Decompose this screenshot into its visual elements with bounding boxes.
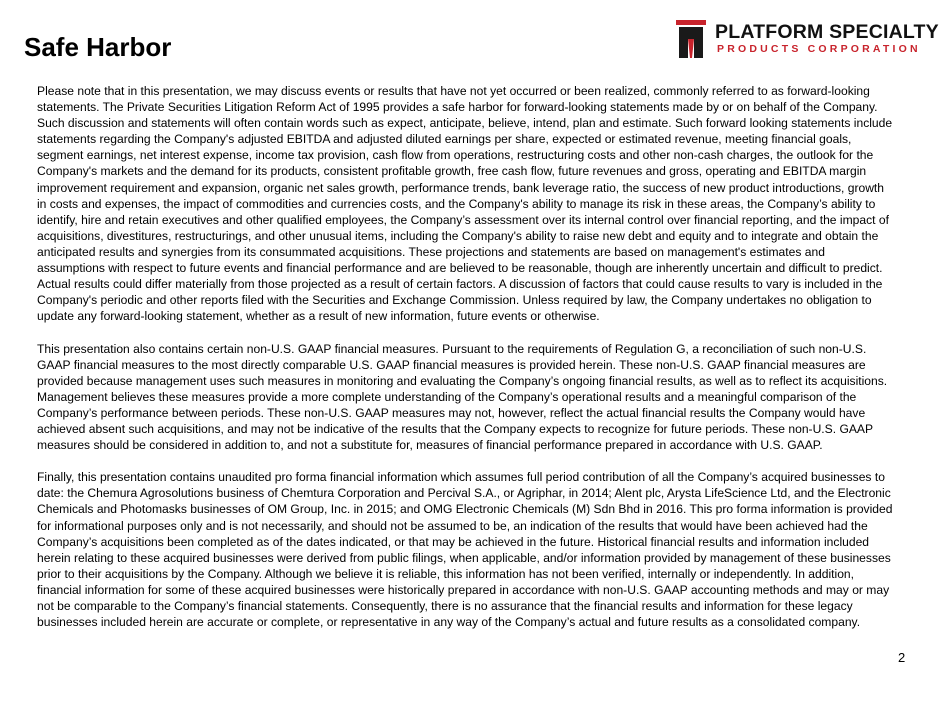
safe-harbor-body (37, 83, 896, 630)
page-title: Safe Harbor (24, 32, 172, 62)
logo-wordmark-line2: PRODUCTS CORPORATION (717, 43, 921, 55)
platform-logo-icon (676, 20, 706, 58)
paragraph-non-gaap: This presentation also contains certain non-U.S. GAAP financial measures. Pursuant to the requirements of Regulation G, a reconciliation of such non-U.S. GAAP financial measures to the most directly comparable U.S. GAAP financial measures is provided herein. These non-U.S. GAAP financial measures are provided because management uses such measures in monitoring and evaluating the Company’s ongoing financial results, as well as to reflect its acquisitions. Management believes these measures provide a more complete understanding of the Company’s operational results and a meaningful comparison of the Company’s performance between periods. These non-U.S. GAAP measures may not, however, reflect the actual financial results the Company would have achieved absent such acquisitions, and may not be indicative of the results that the Company expects to recognize for future periods. These non-U.S. GAAP measures should be considered in addition to, and not a substitute for, measures of financial performance prepared in accordance with U.S. GAAP. (37, 341, 888, 453)
paragraph-forward-looking: Please note that in this presentation, we may discuss events or results that have not yet occurred or been realized, commonly referred to as forward-looking statements. The Private Securities Litigation Reform Act of 1995 provides a safe harbor for forward-looking statements made by or on behalf of the Company. Such discussion and statements will often contain words such as expect, anticipate, believe, intend, plan and estimate. Such forward looking statements include statements regarding the Company's adjusted EBITDA and adjusted diluted earnings per share, expected or estimated revenue, meeting financial goals, segment earnings, net interest expense, income tax provision, cash flow from operations, restructuring costs and other non-cash charges, the outlook for the Company's markets and the demand for its products, consistent profitable growth, free cash flow, future revenues and gross, operating and EBITDA margin improvement requirement and expansion, organic net sales growth, performance trends, bank leverage ratio, the success of new product introductions, growth in costs and expenses, the impact of commodities and currencies costs, and the Company's ability to manage its risk in these areas, the Company’s ability to identify, hire and retain executives and other qualified employees, the Company’s assessment over its internal control over financial reporting, and the impact of acquisitions, divestitures, restructurings, and other unusual items, including the Company's ability to raise new debt and equity and to integrate and obtain the anticipated results and synergies from its consummated acquisitions. These projections and statements are based on management's estimates and assumptions with respect to future events and financial performance and are believed to be reasonable, though are inherently uncertain and difficult to predict. Actual results could differ materially from those projected as a result of certain factors. A discussion of factors that could cause results to vary is included in the Company's periodic and other reports filed with the Securities and Exchange Commission. Unless required by law, the Company undertakes no obligation to update any forward-looking statement, whether as a result of new information, future events or otherwise. (37, 84, 893, 324)
paragraph-pro-forma: Finally, this presentation contains unaudited pro forma financial information which assumes full period contribution of all the Company’s acquired businesses to date: the Chemura Agrosolutions business of Chemtura Corporation and Percival S.A., or Agriphar, in 2014; Alent plc, Arysta LifeScience Ltd, and the Electronic Chemicals and Photomasks businesses of OM Group, Inc. in 2015; and OMG Electronic Chemicals (M) Sdn Bhd in 2016. This pro forma information is provided for informational purposes only and is not necessarily, and should not be assumed to be, an indication of the results that would have been achieved had the Company’s acquisitions been completed as of the dates indicated, or that may be achieved in the future. Historical financial results and information included herein relating to these acquired businesses were derived from public filings, when applicable, and/or information provided by management of these businesses prior to their acquisitions by the Company. Although we believe it is reliable, this information has not been verified, internally or independently. In addition, financial information for some of these acquired businesses were historically prepared in accordance with non-U.S. GAAP accounting methods and may or may not be comparable to the Company’s financial statements. Consequently, there is no assurance that the financial results and information for these legacy businesses included herein are accurate or complete, or representative in any way of the Company’s actual and future results as a consolidated company. (37, 470, 893, 630)
page-number: 2 (898, 650, 906, 665)
logo-wordmark-line1: PLATFORM SPECIALTY (715, 21, 939, 43)
company-logo (676, 20, 939, 60)
